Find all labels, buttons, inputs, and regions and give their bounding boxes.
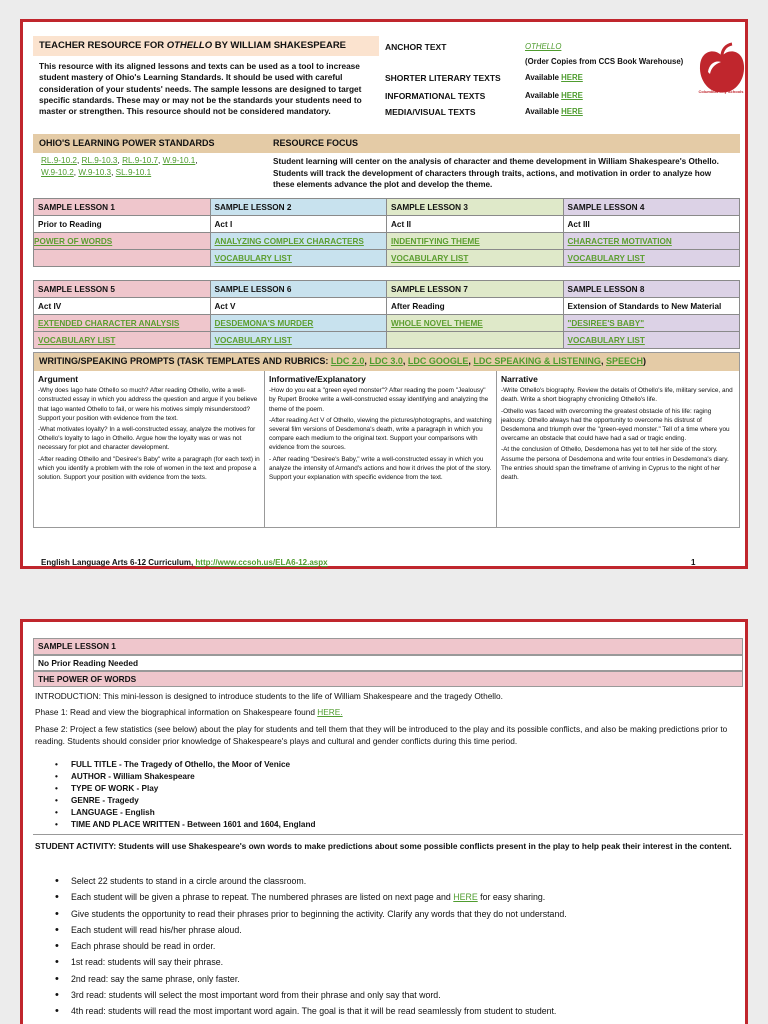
header-left bbox=[33, 36, 379, 117]
intro-text: INTRODUCTION: This mini-lesson is designed to introduce students to the life of William Shakespeare and the tragedy Othello. bbox=[35, 691, 503, 701]
standards-header: OHIO'S LEARNING POWER STANDARDS bbox=[39, 138, 215, 148]
lesson-sub: Act V bbox=[210, 298, 387, 315]
anchor-text-panel bbox=[385, 36, 693, 144]
here-link[interactable]: HERE bbox=[561, 107, 583, 116]
resource-description: This resource with its aligned lessons and texts can be used as a tool to increase student mastery of Ohio's Learning Standards. It should be used with careful consideration of your students' needs. The sample lessons are designed to target specific standards. These may or may not be the standards your students need to master or strengthen. This resource should not be considered mandatory. bbox=[39, 61, 362, 117]
vocab-cell bbox=[563, 250, 740, 267]
lesson-head: SAMPLE LESSON 6 bbox=[210, 281, 387, 298]
prompt-text: -At the conclusion of Othello, Desdemona has yet to tell her side of the story. Assume the persona of Desdemona and write four entries in Desdemona's diary. The entries should span the timeframe of arriving in Cyprus to the night of her death. bbox=[501, 446, 729, 482]
lesson-link[interactable]: POWER OF WORDS bbox=[34, 236, 113, 246]
standard-link[interactable]: W.9-10.2 bbox=[41, 167, 74, 177]
vocab-cell bbox=[563, 332, 740, 349]
prompts-header: WRITING/SPEAKING PROMPTS (TASK TEMPLATES AND RUBRICS: LDC 2.0, LDC 3.0, LDC GOOGLE, LDC SPEAKING & LISTENING, SPEECH) bbox=[34, 353, 739, 371]
step-item: • Select 22 students to stand in a circle around the classroom. bbox=[71, 873, 567, 889]
phase1-text: Phase 1: Read and view the biographical information on Shakespeare found bbox=[35, 707, 318, 717]
vocab-cell bbox=[387, 250, 564, 267]
fact-item: • LANGUAGE - English bbox=[71, 807, 315, 819]
lesson-link[interactable]: "DESIREE'S BABY" bbox=[567, 318, 645, 328]
step-suffix: for easy sharing. bbox=[477, 892, 546, 903]
row-label: INFORMATIONAL TEXTS bbox=[385, 91, 486, 101]
lesson-link[interactable]: CHARACTER MOTIVATION bbox=[567, 236, 672, 246]
prompt-text: -What motivates loyalty? In a well-constructed essay, analyze the motives for Othello's loyalty to Iago in Othello. Argue how the loyalty was or was not necessary for plot and character development. bbox=[38, 426, 256, 452]
vocab-cell bbox=[34, 250, 211, 267]
divider bbox=[33, 834, 743, 835]
logo-caption: Columbus City Schools bbox=[698, 89, 744, 94]
prompt-text: - After reading "Desiree's Baby," write a well-constructed essay in which you analyze the intensity of Armand's actions and how it drives the plot of the story. Support your explanation with specific evidence from the text. bbox=[269, 455, 492, 482]
step-item: • 3rd read: students will select the most important word from their phrase and only say that word. bbox=[71, 987, 567, 1003]
lesson-sub-row: No Prior Reading Needed bbox=[33, 655, 743, 671]
standard-link[interactable]: RL.9-10.3 bbox=[81, 156, 118, 165]
vocab-cell bbox=[210, 332, 387, 349]
row-label: SHORTER LITERARY TEXTS bbox=[385, 73, 501, 83]
anchor-label: ANCHOR TEXT bbox=[385, 42, 447, 52]
lesson-head: SAMPLE LESSON 7 bbox=[387, 281, 564, 298]
step-item: • Each phrase should be read in order. bbox=[71, 938, 567, 954]
template-link[interactable]: LDC GOOGLE bbox=[407, 356, 469, 366]
fact-item: • TYPE OF WORK - Play bbox=[71, 783, 315, 795]
anchor-link[interactable]: OTHELLO bbox=[525, 42, 562, 51]
narrative-column bbox=[497, 373, 739, 527]
lesson-sub: Act III bbox=[563, 216, 740, 233]
lesson-head: SAMPLE LESSON 4 bbox=[563, 199, 740, 216]
template-link[interactable]: SPEECH bbox=[605, 356, 643, 366]
lesson-head: SAMPLE LESSON 1 bbox=[34, 199, 211, 216]
prompt-text: -After reading Othello and "Desiree's Baby" write a paragraph (for each text) in which you identify a problem with the role of women in the text and propose a solution. Support your position with evidence from the texts. bbox=[38, 455, 260, 482]
lesson-sub: Act I bbox=[210, 216, 387, 233]
narrative-title: Narrative bbox=[501, 374, 538, 384]
template-link[interactable]: LDC 3.0 bbox=[369, 356, 403, 366]
lesson-sub: Prior to Reading bbox=[34, 216, 211, 233]
standard-link[interactable]: SL.9-10.1 bbox=[115, 167, 152, 177]
template-link[interactable]: LDC 2.0 bbox=[330, 356, 365, 366]
lesson-sub: After Reading bbox=[387, 298, 564, 315]
standards-list: RL.9-10.2, RL.9-10.3, RL.9-10.7, W.9-10.1, W.9-10.2, W.9-10.3, SL.9-10.1 bbox=[41, 156, 198, 177]
lesson-head: SAMPLE LESSON 2 bbox=[210, 199, 387, 216]
lesson-head: SAMPLE LESSON 8 bbox=[563, 281, 740, 298]
available-text: Available bbox=[525, 91, 559, 100]
lesson-sub: Act IV bbox=[34, 298, 211, 315]
lesson-link-cell bbox=[34, 233, 211, 250]
available-text: Available bbox=[525, 73, 559, 82]
lesson-link-cell bbox=[210, 315, 387, 332]
title-prefix: TEACHER RESOURCE FOR bbox=[39, 40, 167, 51]
standard-link[interactable]: RL.9-10.2 bbox=[41, 156, 77, 165]
vocab-cell bbox=[210, 250, 387, 267]
focus-header: RESOURCE FOCUS bbox=[273, 138, 359, 148]
step-item: • 4th read: students will read the most important word again. The goal is that it will be read seamlessly from student to student. bbox=[71, 1003, 567, 1019]
fact-item: • FULL TITLE - The Tragedy of Othello, the Moor of Venice bbox=[71, 759, 315, 771]
page-footer bbox=[41, 558, 328, 567]
standard-link[interactable]: RL.9-10.7 bbox=[122, 156, 159, 165]
prompt-text: -Othello was faced with overcoming the greatest obstacle of his life: raging jealousy. Othello always had the opportunity to overcome his distrust of Desdemona and triumph over the "green-eyed monster." Tell of a time where you overcame an obstacle that could have had a sad or tragic ending. bbox=[501, 407, 730, 443]
lesson-link-cell bbox=[563, 233, 740, 250]
lesson-link[interactable]: DESDEMONA'S MURDER bbox=[214, 318, 314, 328]
footer-text: English Language Arts 6-12 Curriculum, bbox=[41, 558, 196, 567]
prompt-text: -Write Othello's biography. Review the details of Othello's life, military service, and death. Write a short biography chronicling Othello's life. bbox=[501, 387, 733, 404]
prompts-header-text: WRITING/SPEAKING PROMPTS (TASK TEMPLATES AND RUBRICS: bbox=[39, 356, 331, 366]
vocab-link[interactable]: VOCABULARY LIST bbox=[567, 335, 645, 345]
step-link[interactable]: HERE bbox=[453, 892, 478, 903]
vocab-cell bbox=[34, 332, 211, 349]
play-facts-list bbox=[71, 759, 315, 831]
row-label: MEDIA/VISUAL TEXTS bbox=[385, 107, 476, 117]
lesson-sub: Act II bbox=[387, 216, 564, 233]
step-item: • Give students the opportunity to read their phrases prior to beginning the activity. Clarify any words that they do not understand. bbox=[71, 906, 567, 922]
step-item bbox=[71, 889, 567, 905]
activity-steps bbox=[71, 873, 567, 1020]
standard-link[interactable]: W.9-10.1 bbox=[162, 156, 196, 165]
lesson-link[interactable]: INDENTIFYING THEME bbox=[391, 236, 480, 246]
lesson-link[interactable]: EXTENDED CHARACTER ANALYSIS bbox=[38, 318, 180, 328]
vocab-link[interactable]: VOCABULARY LIST bbox=[391, 253, 469, 263]
lesson-link[interactable]: ANALYZING COMPLEX CHARACTERS bbox=[214, 236, 364, 246]
lesson-link-cell bbox=[210, 233, 387, 250]
informative-title: Informative/Explanatory bbox=[269, 374, 366, 384]
footer-link[interactable]: http://www.ccsoh.us/ELA6-12.aspx bbox=[195, 558, 328, 567]
informative-column bbox=[265, 373, 496, 527]
page-one bbox=[20, 19, 748, 569]
anchor-note: (Order Copies from CCS Book Warehouse) bbox=[525, 57, 684, 66]
template-link[interactable]: LDC SPEAKING & LISTENING bbox=[473, 356, 601, 366]
fact-item: • AUTHOR - William Shakespeare bbox=[71, 771, 315, 783]
lesson-link-cell bbox=[34, 315, 211, 332]
prompt-text: -How do you eat a "green eyed monster"? After reading the poem "Jealousy" by Rupert Brooke write a well-constructed essay identifying and analyzing the theme of the poem. bbox=[269, 387, 489, 413]
title-work: OTHELLO bbox=[166, 40, 213, 51]
prompt-text: -Why does Iago hate Othello so much? After reading Othello, write a well-constructed essay in which you address the question and argue if you believe that Iago wanted Othello to fail, or were his motives simply misunderstood? Support your position with evidence from the text. bbox=[38, 387, 258, 422]
student-activity: STUDENT ACTIVITY: Students will use Shakespeare's own words to make predictions about some possible conflicts present in the play to help peak their interest in the content. bbox=[35, 841, 732, 851]
phase-two: Phase 2: Project a few statistics (see below) about the play for students and tell them that they will be introduced to the play and its possible conflicts, and also be making predictions prior to reading. Students should consider prior knowledge of Shakespeare's plays and cultural and gender conflicts during this time period. bbox=[35, 724, 728, 746]
focus-text: Student learning will center on the analysis of character and theme development in William Shakespeare's Othello. Students will track the development of characters through traits, actions, and motivation in order to analyze how these elements advance the plot and develop the theme. bbox=[273, 157, 719, 189]
phase1-link[interactable]: HERE. bbox=[317, 707, 343, 717]
lesson-sub: Extension of Standards to New Material bbox=[563, 298, 740, 315]
lesson-link[interactable]: WHOLE NOVEL THEME bbox=[391, 318, 483, 328]
resource-title bbox=[33, 36, 379, 56]
lesson-head: SAMPLE LESSON 3 bbox=[387, 199, 564, 216]
lesson-title-row: THE POWER OF WORDS bbox=[33, 671, 743, 687]
step-item: • 1st read: students will say their phrase. bbox=[71, 954, 567, 970]
lessons-table-a bbox=[33, 198, 740, 267]
introduction bbox=[35, 690, 735, 702]
lessons-table-b bbox=[33, 280, 740, 349]
page-two bbox=[20, 619, 748, 1024]
writing-prompts bbox=[33, 352, 740, 528]
argument-column bbox=[34, 373, 264, 527]
lesson-link-cell bbox=[387, 233, 564, 250]
available-text: Available bbox=[525, 107, 559, 116]
prompt-text: -After reading Act V of Othello, viewing the pictures/photographs, and watching several film versions of Desdemona's death, write a paragraph in which you compare each medium to the original text. Support your comparisons with evidence from the sources. bbox=[269, 416, 492, 452]
vocab-link[interactable]: VOCABULARY LIST bbox=[214, 253, 292, 263]
step-item: • 2nd read: say the same phrase, only faster. bbox=[71, 971, 567, 987]
phase-one bbox=[35, 706, 735, 718]
vocab-link[interactable]: VOCABULARY LIST bbox=[214, 335, 292, 345]
step-item: • Each student will read his/her phrase aloud. bbox=[71, 922, 567, 938]
vocab-link[interactable]: VOCABULARY LIST bbox=[38, 335, 116, 345]
standard-link[interactable]: W.9-10.3 bbox=[78, 167, 112, 177]
lesson-head-row: SAMPLE LESSON 1 bbox=[33, 638, 743, 655]
fact-item: • GENRE - Tragedy bbox=[71, 795, 315, 807]
here-link[interactable]: HERE bbox=[561, 73, 583, 82]
fact-item: • TIME AND PLACE WRITTEN - Between 1601 and 1604, England bbox=[71, 819, 315, 831]
vocab-cell bbox=[387, 332, 564, 349]
lesson-link-cell bbox=[387, 315, 564, 332]
here-link[interactable]: HERE bbox=[561, 91, 583, 100]
lesson-link-cell bbox=[563, 315, 740, 332]
step-text: Each student will be given a phrase to repeat. The numbered phrases are listed on next page and bbox=[71, 892, 454, 903]
argument-title: Argument bbox=[38, 374, 79, 384]
title-suffix: BY WILLIAM SHAKESPEARE bbox=[212, 40, 347, 51]
lesson-head: SAMPLE LESSON 5 bbox=[34, 281, 211, 298]
page-number: 1 bbox=[691, 558, 696, 567]
standards-focus-bar bbox=[33, 134, 740, 153]
vocab-link[interactable]: VOCABULARY LIST bbox=[567, 253, 645, 263]
